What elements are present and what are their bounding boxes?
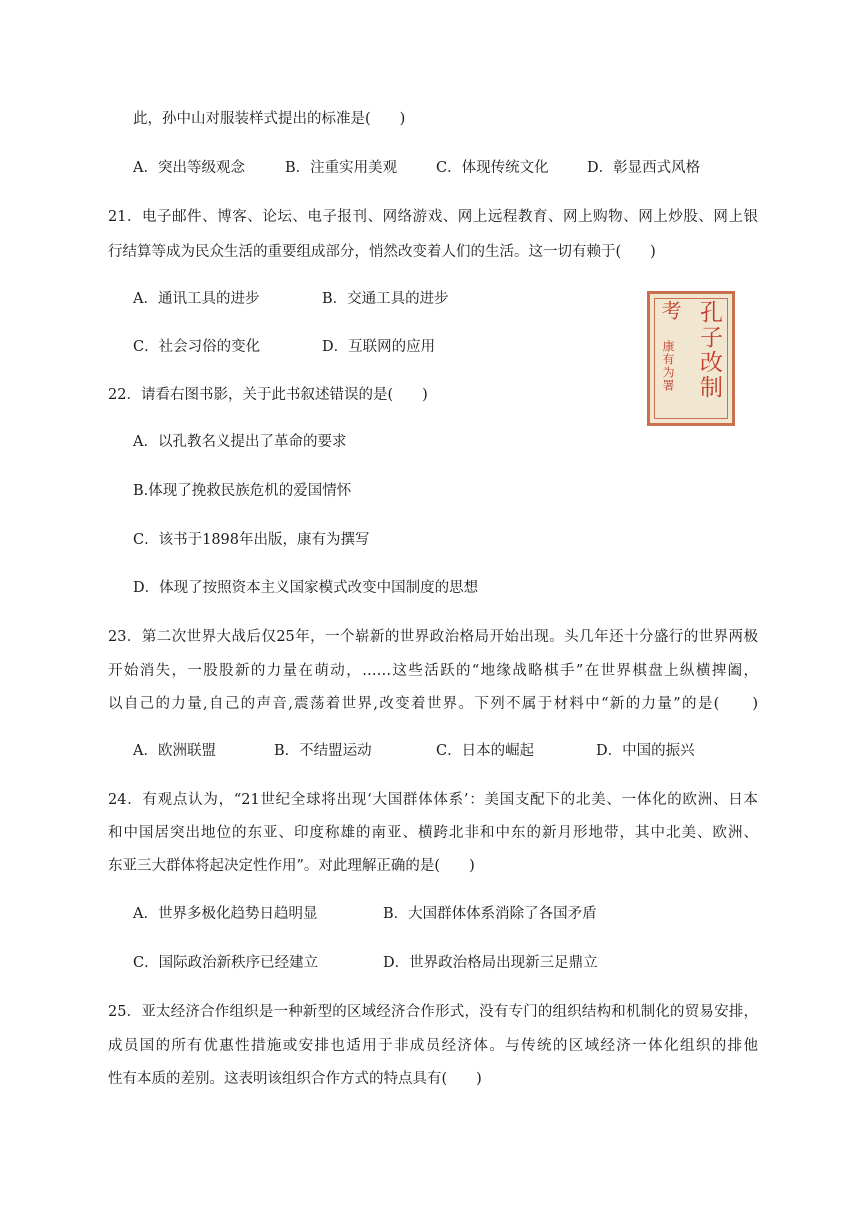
q21-stem-line1: 21．电子邮件、博客、论坛、电子报刊、网络游戏、网上远程教育、网上购物、网上炒股、网上银	[108, 209, 758, 225]
q24-option-c: C．国际政治新秩序已经建立	[133, 955, 319, 971]
book-cover-image	[647, 291, 735, 426]
q23-stem-line2: 开始消失，一股股新的力量在萌动，……这些活跃的“地缘战略棋手”在世界棋盘上纵横捭阖，	[108, 663, 758, 679]
q23-stem-line3: 以自己的力量,自己的声音,震荡着世界,改变着世界。下列不属于材料中“新的力量”的是( )	[108, 696, 758, 712]
q21-option-a: A．通讯工具的进步	[133, 291, 260, 307]
q25-stem-line2: 成员国的所有优惠性措施或安排也适用于非成员经济体。与传统的区域经济一体化组织的排他	[108, 1038, 758, 1054]
q24-option-b: B．大国群体体系消除了各国矛盾	[383, 906, 597, 922]
q22-option-c: C．该书于1898年出版，康有为撰写	[133, 532, 370, 548]
q22-option-d: D．体现了按照资本主义国家模式改变中国制度的思想	[133, 580, 479, 596]
q22-option-b: B.体现了挽救民族危机的爱国情怀	[133, 483, 352, 499]
q20-option-b: B．注重实用美观	[285, 160, 398, 176]
q20-option-a: A．突出等级观念	[133, 160, 245, 176]
q24-option-a: A．世界多极化趋势日趋明显	[133, 906, 318, 922]
q20-option-c: C．体现传统文化	[436, 160, 549, 176]
q25-stem-line1: 25．亚太经济合作组织是一种新型的区域经济合作形式，没有专门的组织结构和机制化的贸易安排，	[108, 1004, 758, 1020]
q20-option-d: D．彰显西式风格	[587, 160, 701, 176]
q23-stem-line1: 23．第二次世界大战后仅25年，一个崭新的世界政治格局开始出现。头几年还十分盛行的世界两极	[108, 629, 758, 645]
q25-stem-line3: 性有本质的差别。这表明该组织合作方式的特点具有( )	[108, 1071, 482, 1087]
q21-option-b: B．交通工具的进步	[322, 291, 449, 307]
q24-stem-line1: 24．有观点认为，“21世纪全球将出现‘大国群体体系’：美国支配下的北美、一体化的欧洲、日本	[108, 792, 758, 808]
q24-stem-line2: 和中国居突出地位的东亚、印度称雄的南亚、横跨北非和中东的新月形地带，其中北美、欧洲、	[108, 825, 758, 841]
q23-option-a: A．欧洲联盟	[133, 743, 216, 759]
q22-stem: 22．请看右图书影，关于此书叙述错误的是( )	[108, 387, 428, 403]
q24-option-d: D．世界政治格局出现新三足鼎立	[383, 955, 598, 971]
q21-option-c: C．社会习俗的变化	[133, 339, 261, 355]
q24-stem-line3: 东亚三大群体将起决定性作用”。对此理解正确的是( )	[108, 858, 475, 874]
book-title: 孔子改制	[696, 300, 722, 400]
q22-option-a: A．以孔教名义提出了革命的要求	[133, 434, 347, 450]
q23-option-c: C．日本的崛起	[436, 743, 535, 759]
q23-option-d: D．中国的振兴	[596, 743, 695, 759]
q23-option-b: B．不结盟运动	[274, 743, 372, 759]
q21-option-d: D．互联网的应用	[322, 339, 436, 355]
q21-stem-line2: 行结算等成为民众生活的重要组成部分，悄然改变着人们的生活。这一切有赖于( )	[108, 244, 656, 260]
q20-stem-continuation: 此，孙中山对服装样式提出的标准是( )	[133, 111, 406, 127]
book-title-kao: 考	[658, 300, 682, 320]
book-author: 康有为署	[661, 340, 675, 392]
